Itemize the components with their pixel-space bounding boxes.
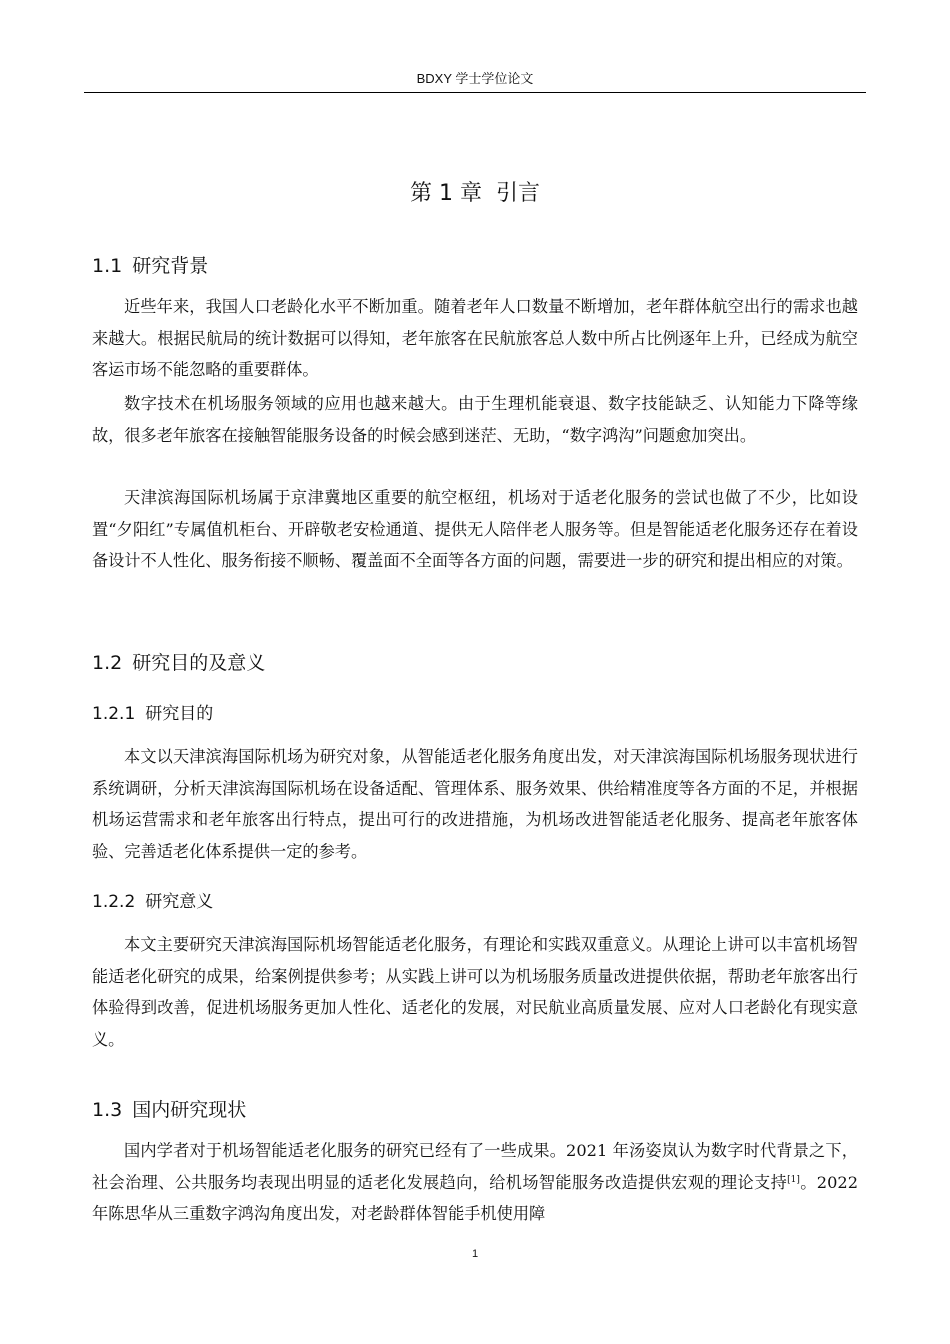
subsection-heading-1-2-1: [92, 701, 213, 727]
subsection-heading-1-2-2: [92, 889, 213, 915]
section-number: 1.2: [92, 652, 123, 674]
paragraph: 本文主要研究天津滨海国际机场智能适老化服务，有理论和实践双重意义。从理论上讲可以丰富机场智能适老化研究的成果，给案例提供参考；从实践上讲可以为机场服务质量改进提供依据，帮助老年旅客出行体验得到改善，促进机场服务更加人性化、适老化的发展，对民航业高质量发展、应对人口老龄化有现实意义。: [92, 935, 858, 1049]
running-header: BDXY 学士学位论文: [416, 71, 534, 86]
section-title: 研究背景: [132, 255, 209, 277]
header-rule: [84, 92, 866, 93]
paragraph: 近些年来，我国人口老龄化水平不断加重。随着老年人口数量不断增加，老年群体航空出行的需求也越来越大。根据民航局的统计数据可以得知，老年旅客在民航旅客总人数中所占比例逐年上升，已经成为航空客运市场不能忽略的重要群体。: [92, 297, 858, 379]
chapter-heading: [84, 178, 866, 210]
citation-ref[interactable]: [1]: [787, 1174, 800, 1185]
section-heading-1-1: [92, 252, 208, 280]
section-heading-1-3: [92, 1096, 246, 1124]
section-heading-1-2: [92, 649, 265, 677]
subsection-number: 1.2.1: [92, 704, 136, 724]
paragraph-text: 。2022 年陈思华从三重数字鸿沟角度出发，对老龄群体智能手机使用障: [92, 1172, 859, 1223]
page-number: 1: [471, 1248, 479, 1260]
paragraph: [92, 1135, 858, 1230]
subsection-number: 1.2.2: [92, 892, 136, 912]
section-title: 研究目的及意义: [132, 652, 266, 674]
paragraph-text: 国内学者对于机场智能适老化服务的研究已经有了一些成果。2021 年汤姿岚认为数字时代背景之下，社会治理、公共服务均表现出明显的适老化发展趋向，给机场智能服务改造提供宏观的理论支持: [92, 1141, 858, 1192]
paragraph: 数字技术在机场服务领域的应用也越来越大。由于生理机能衰退、数字技能缺乏、认知能力下降等缘故，很多老年旅客在接触智能服务设备的时候会感到迷茫、无助，“数字鸿沟”问题愈加突出。: [92, 394, 858, 445]
section-number: 1.1: [92, 255, 123, 277]
chapter-number: 第 1 章: [410, 181, 482, 206]
section-title: 国内研究现状: [132, 1099, 247, 1121]
paragraph: 天津滨海国际机场属于京津冀地区重要的航空枢纽，机场对于适老化服务的尝试也做了不少，比如设置“夕阳红”专属值机柜台、开辟敬老安检通道、提供无人陪伴老人服务等。但是智能适老化服务还存在着设备设计不人性化、服务衔接不顺畅、覆盖面不全面等各方面的问题，需要进一步的研究和提出相应的对策。: [92, 488, 858, 570]
paragraph: 本文以天津滨海国际机场为研究对象，从智能适老化服务角度出发，对天津滨海国际机场服务现状进行系统调研，分析天津滨海国际机场在设备适配、管理体系、服务效果、供给精准度等各方面的不足，并根据机场运营需求和老年旅客出行特点，提出可行的改进措施，为机场改进智能适老化服务、提高老年旅客体验、完善适老化体系提供一定的参考。: [92, 747, 858, 861]
section-number: 1.3: [92, 1099, 123, 1121]
subsection-title: 研究意义: [145, 892, 214, 912]
chapter-title: 引言: [495, 181, 540, 206]
subsection-title: 研究目的: [145, 704, 214, 724]
